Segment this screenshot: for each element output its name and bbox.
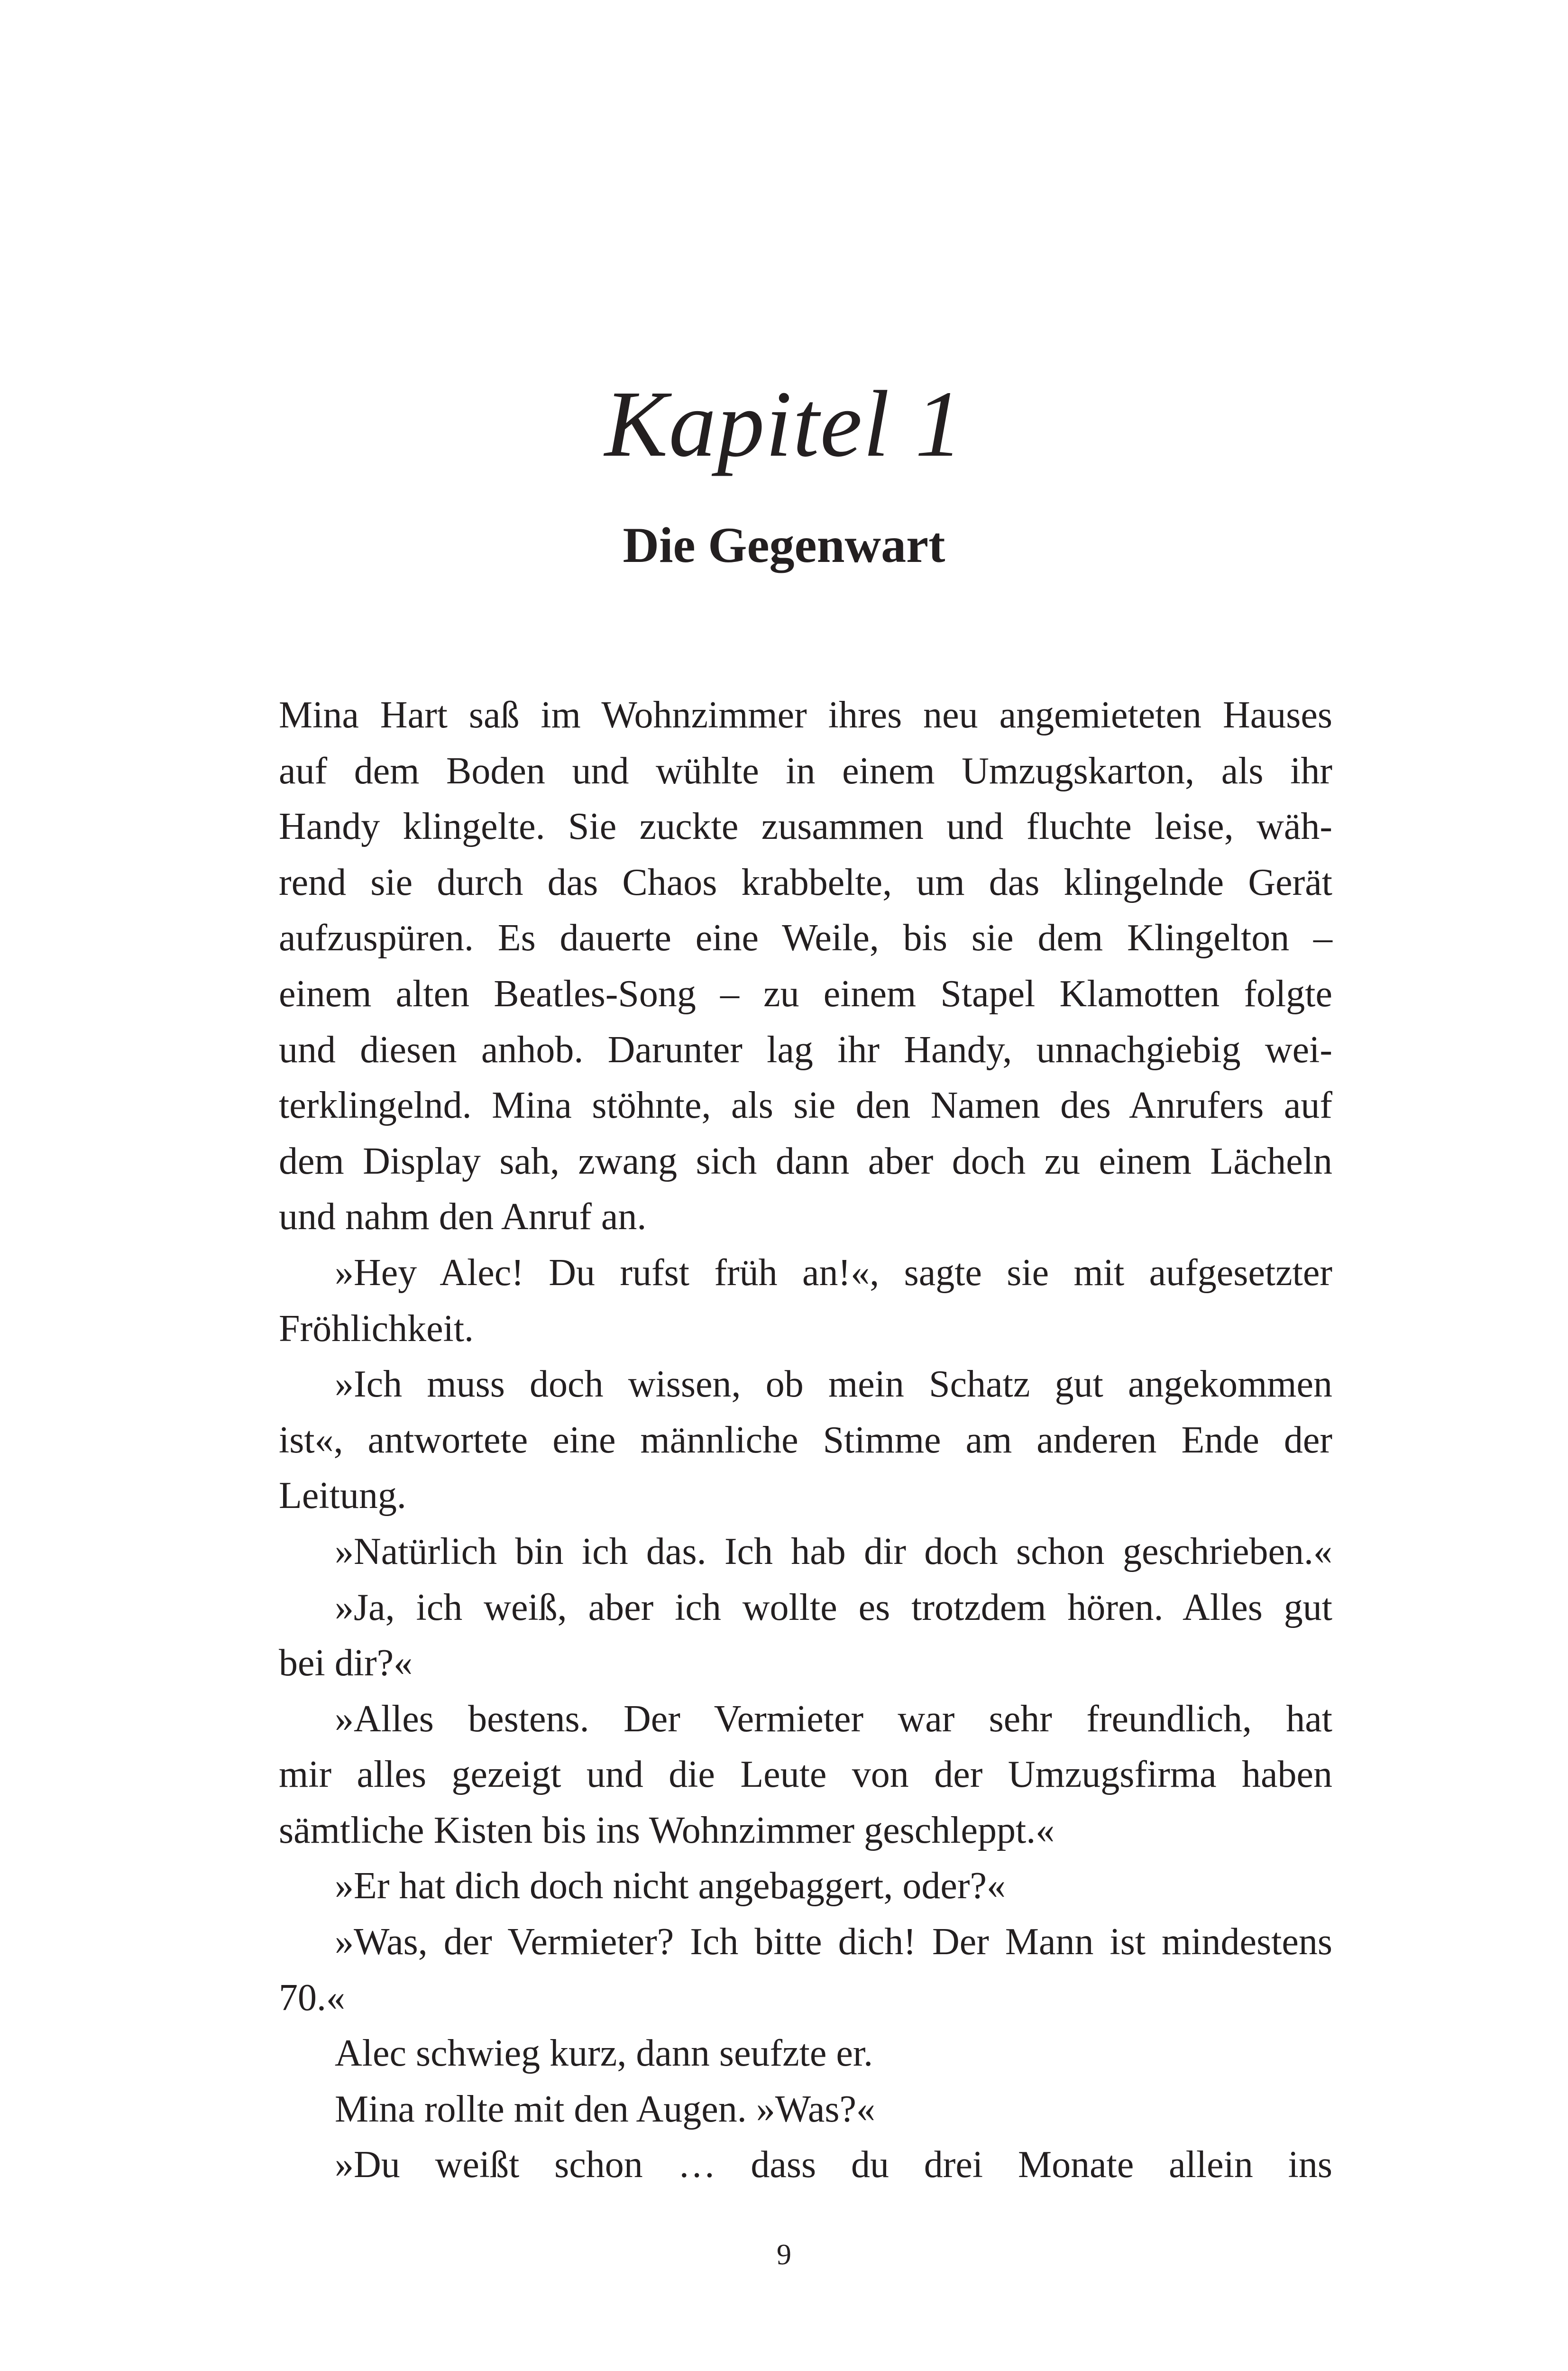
- text-line: »Du weißt schon … dass du drei Monate allein ins: [335, 2144, 1332, 2186]
- text-line: »Was, der Vermieter? Ich bitte dich! Der Mann ist mindestens: [335, 1921, 1332, 1963]
- text-line: sämtliche Kisten bis ins Wohnzimmer geschleppt.«: [279, 1809, 1055, 1851]
- text-line: rend sie durch das Chaos krabbelte, um das klingelnde Gerät: [279, 861, 1332, 903]
- text-line: »Ich muss doch wissen, ob mein Schatz gut angekommen: [335, 1363, 1332, 1406]
- text-line: aufzuspüren. Es dauerte eine Weile, bis sie dem Klingelton –: [279, 917, 1332, 959]
- text-line: und diesen anhob. Darunter lag ihr Handy, unnachgiebig wei-: [279, 1029, 1332, 1071]
- text-line: terklingelnd. Mina stöhnte, als sie den Namen des Anrufers auf: [279, 1084, 1332, 1127]
- text-line: ist«, antwortete eine männliche Stimme am anderen Ende der: [279, 1419, 1332, 1461]
- text-line: auf dem Boden und wühlte in einem Umzugskarton, als ihr: [279, 750, 1332, 792]
- text-line: mir alles gezeigt und die Leute von der Umzugsfirma haben: [279, 1754, 1332, 1796]
- page-number: 9: [777, 2239, 791, 2271]
- text-line: und nahm den Anruf an.: [279, 1196, 647, 1238]
- text-line: dem Display sah, zwang sich dann aber doch zu einem Lächeln: [279, 1140, 1332, 1182]
- body-text: [279, 688, 1332, 2193]
- text-line: »Natürlich bin ich das. Ich hab dir doch schon geschrieben.«: [335, 1530, 1332, 1572]
- text-line: »Alles bestens. Der Vermieter war sehr freundlich, hat: [335, 1698, 1332, 1740]
- text-line: Mina rollte mit den Augen. »Was?«: [335, 2088, 875, 2130]
- text-line: Mina Hart saß im Wohnzimmer ihres neu angemieteten Hauses: [279, 694, 1332, 736]
- text-line: »Er hat dich doch nicht angebaggert, oder?«: [335, 1865, 1006, 1907]
- text-line: »Hey Alec! Du rufst früh an!«, sagte sie mit aufgesetzter: [335, 1251, 1332, 1294]
- text-line: 70.«: [279, 1976, 345, 2019]
- text-line: Handy klingelte. Sie zuckte zusammen und fluchte leise, wäh-: [279, 806, 1332, 848]
- text-line: einem alten Beatles-Song – zu einem Stapel Klamotten folgte: [279, 973, 1332, 1015]
- text-line: »Ja, ich weiß, aber ich wollte es trotzdem hören. Alles gut: [335, 1586, 1332, 1628]
- text-line: Fröhlichkeit.: [279, 1307, 474, 1350]
- text-line: Leitung.: [279, 1475, 406, 1517]
- text-line: bei dir?«: [279, 1642, 413, 1684]
- text-line: Alec schwieg kurz, dann seufzte er.: [335, 2032, 873, 2075]
- chapter-heading: Kapitel 1: [605, 372, 963, 477]
- chapter-subtitle: Die Gegenwart: [623, 517, 945, 573]
